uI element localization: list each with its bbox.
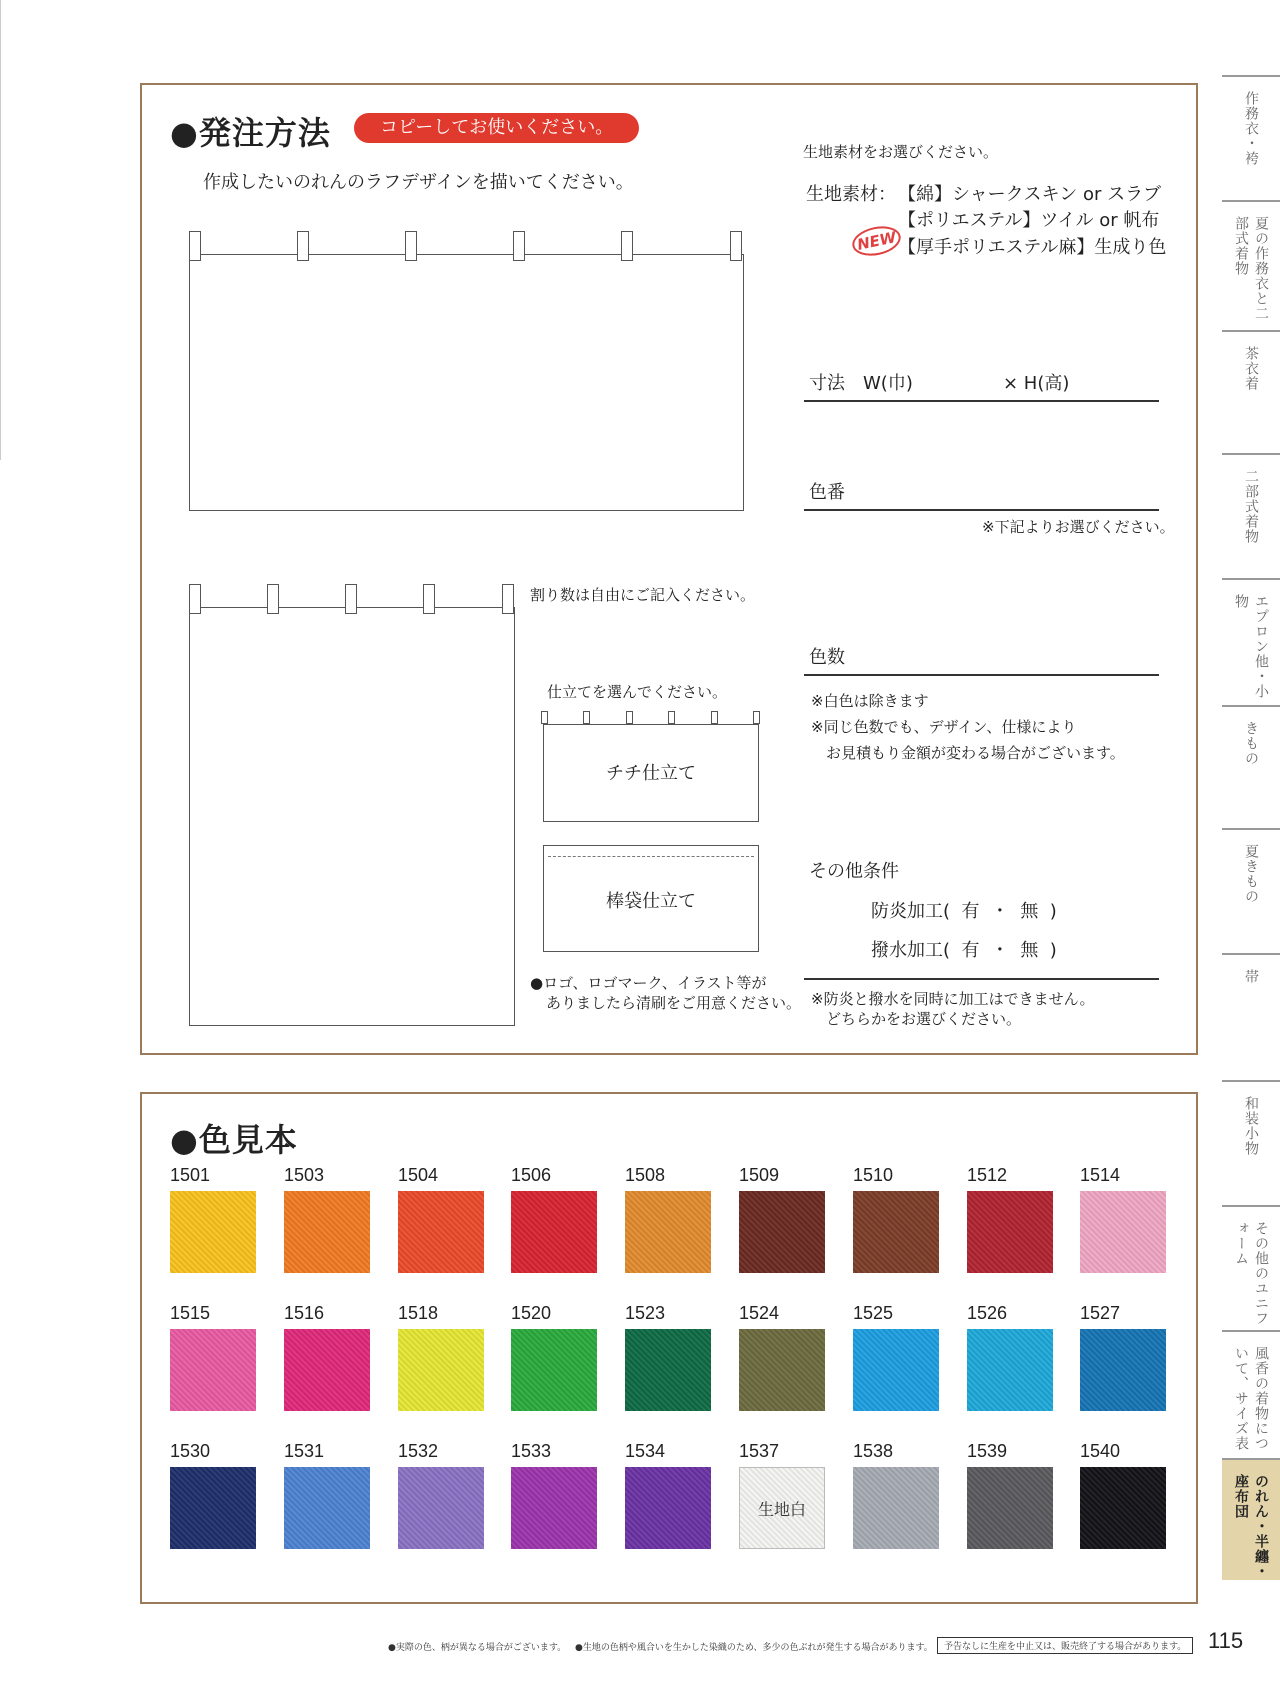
- side-index-label: エプロン他・小物: [1233, 594, 1269, 699]
- swatch-code: 1533: [511, 1441, 552, 1461]
- swatch-code: 1524: [739, 1303, 780, 1323]
- swatch-code: 1501: [170, 1165, 211, 1185]
- swatch-code: 1530: [170, 1441, 211, 1461]
- side-index-label: 風香の着物について、サイズ表: [1233, 1346, 1269, 1451]
- side-index-tab[interactable]: [1222, 578, 1280, 705]
- other-note1: ※防炎と撥水を同時に加工はできません。: [811, 990, 1095, 1008]
- color-swatch-1512: [967, 1191, 1053, 1273]
- swatch-code: 1503: [284, 1165, 325, 1185]
- color-swatch-1527: [1080, 1329, 1166, 1411]
- side-index-label: その他のユニフォーム: [1233, 1221, 1269, 1326]
- color-swatch-1532: [398, 1467, 484, 1549]
- logo-note-line1: ●ロゴ、ロゴマーク、イラスト等が: [530, 974, 767, 992]
- color-swatch-1525: [853, 1329, 939, 1411]
- side-index-left-rule: [0, 0, 1, 460]
- color-count-note3: お見積もり金額が変わる場合がございます。: [826, 744, 1125, 762]
- fabric-label: 生地素材：: [806, 184, 896, 205]
- fireproof-option[interactable]: 防炎加工( 有 ・ 無 ): [871, 901, 1057, 922]
- color-swatch-1538: [853, 1467, 939, 1549]
- color-swatch-1526: [967, 1329, 1053, 1411]
- swatch-code: 1540: [1080, 1441, 1121, 1461]
- draw-instruction: 作成したいのれんのラフデザインを描いてください。: [203, 172, 634, 193]
- color-swatch-1537: [739, 1467, 825, 1549]
- color-count-note2: ※同じ色数でも、デザイン、仕様により: [811, 718, 1077, 736]
- color-swatch-1508: [625, 1191, 711, 1273]
- color-swatch-1509: [739, 1191, 825, 1273]
- color-swatch-1518: [398, 1329, 484, 1411]
- color-swatch-1503: [284, 1191, 370, 1273]
- side-index-label: のれん・半纏・座布団: [1233, 1474, 1269, 1579]
- color-count-field[interactable]: [804, 674, 1159, 676]
- fabric-option-cotton[interactable]: 【綿】シャークスキン or スラブ: [898, 184, 1162, 205]
- side-index-tab[interactable]: [1222, 1458, 1280, 1580]
- swatch-code: 1508: [625, 1165, 666, 1185]
- color-swatch-1539: [967, 1467, 1053, 1549]
- swatch-code: 1509: [739, 1165, 780, 1185]
- side-index-tab[interactable]: [1222, 453, 1280, 578]
- other-conditions-label: その他条件: [809, 861, 899, 882]
- swatch-code: 1515: [170, 1303, 211, 1323]
- color-swatch-1531: [284, 1467, 370, 1549]
- side-index-tab[interactable]: [1222, 1080, 1280, 1205]
- color-swatch-1530: [170, 1467, 256, 1549]
- side-index-label: 和装小物: [1243, 1096, 1259, 1156]
- size-width: W(巾): [863, 373, 913, 394]
- side-index-label: 帯: [1243, 969, 1259, 984]
- color-swatch-1510: [853, 1191, 939, 1273]
- new-badge: NEW: [850, 222, 904, 260]
- swatch-code: 1512: [967, 1165, 1008, 1185]
- color-swatch-1534: [625, 1467, 711, 1549]
- page-number: 115: [1208, 1628, 1244, 1653]
- swatch-code: 1523: [625, 1303, 666, 1323]
- swatch-label: 生地白: [757, 1499, 806, 1519]
- color-swatch-1523: [625, 1329, 711, 1411]
- copy-badge: コピーしてお使いください。: [354, 113, 639, 143]
- logo-note-line2: ありましたら清刷をご用意ください。: [546, 994, 802, 1012]
- side-index-tab[interactable]: [1222, 1330, 1280, 1458]
- swatch-code: 1504: [398, 1165, 439, 1185]
- color-swatch-1516: [284, 1329, 370, 1411]
- order-title: ●発注方法: [170, 114, 331, 152]
- color-samples-title: ●色見本: [170, 1121, 298, 1159]
- swatch-code: 1518: [398, 1303, 439, 1323]
- color-swatch-1504: [398, 1191, 484, 1273]
- side-index-tab[interactable]: [1222, 1205, 1280, 1330]
- split-note: 割り数は自由にご記入ください。: [530, 586, 756, 604]
- color-swatch-1524: [739, 1329, 825, 1411]
- side-index-tab[interactable]: [1222, 200, 1280, 330]
- swatch-code: 1526: [967, 1303, 1008, 1323]
- side-index-tab[interactable]: [1222, 953, 1280, 1080]
- fabric-option-polyester[interactable]: 【ポリエステル】ツイル or 帆布: [898, 210, 1160, 231]
- color-swatch-1515: [170, 1329, 256, 1411]
- size-label: 寸法: [809, 373, 845, 394]
- swatch-code: 1516: [284, 1303, 325, 1323]
- bou-finish-label: 棒袋仕立て: [606, 891, 696, 912]
- color-number-field[interactable]: [804, 509, 1159, 511]
- swatch-code: 1532: [398, 1441, 439, 1461]
- color-swatch-1533: [511, 1467, 597, 1549]
- side-index-label: 作務衣・袴: [1243, 91, 1259, 166]
- swatch-code: 1537: [739, 1441, 780, 1461]
- swatch-code: 1527: [1080, 1303, 1121, 1323]
- swatch-code: 1539: [967, 1441, 1008, 1461]
- color-swatch-1501: [170, 1191, 256, 1273]
- size-height: × H(高): [1003, 373, 1070, 394]
- fabric-prompt: 生地素材をお選びください。: [803, 143, 999, 161]
- color-swatch-1506: [511, 1191, 597, 1273]
- color-count-note1: ※白色は除きます: [811, 692, 929, 710]
- side-index-tab[interactable]: [1222, 330, 1280, 453]
- color-number-note: ※下記よりお選びください。: [982, 518, 1175, 536]
- color-number-label: 色番: [809, 482, 845, 503]
- side-index-tab[interactable]: [1222, 705, 1280, 828]
- color-swatch-1514: [1080, 1191, 1166, 1273]
- swatch-code: 1514: [1080, 1165, 1121, 1185]
- side-index-label: きもの: [1243, 721, 1259, 766]
- side-index-label: 二部式着物: [1243, 469, 1259, 544]
- color-count-label: 色数: [809, 647, 845, 668]
- side-index-label: 茶衣着: [1243, 346, 1259, 391]
- swatch-code: 1538: [853, 1441, 894, 1461]
- chichi-finish-label: チチ仕立て: [606, 763, 696, 784]
- size-field[interactable]: [804, 400, 1159, 402]
- side-index-label: 夏きもの: [1243, 844, 1259, 904]
- waterproof-option[interactable]: 撥水加工( 有 ・ 無 ): [871, 940, 1057, 961]
- other-note2: どちらかをお選びください。: [826, 1010, 1022, 1028]
- footer-note3: 予告なしに生産を中止又は、販売終了する場合があります。: [937, 1637, 1193, 1654]
- swatch-code: 1510: [853, 1165, 894, 1185]
- finish-prompt: 仕立てを選んでください。: [547, 683, 728, 701]
- color-swatch-1520: [511, 1329, 597, 1411]
- swatch-code: 1525: [853, 1303, 894, 1323]
- side-index-label: 夏の作務衣と二部式着物: [1233, 216, 1269, 321]
- swatch-code: 1534: [625, 1441, 666, 1461]
- other-conditions-divider: [804, 978, 1159, 980]
- swatch-code: 1520: [511, 1303, 552, 1323]
- swatch-code: 1531: [284, 1441, 325, 1461]
- side-index-tab[interactable]: [1222, 828, 1280, 953]
- swatch-code: 1506: [511, 1165, 552, 1185]
- side-index-tab[interactable]: [1222, 75, 1280, 200]
- color-swatch-1540: [1080, 1467, 1166, 1549]
- fabric-option-heavy-linen[interactable]: 【厚手ポリエステル麻】生成り色: [898, 237, 1167, 258]
- footer-note2: ●生地の色柄や風合いを生かした染織のため、多少の色ぶれが発生する場合があります。: [575, 1643, 933, 1653]
- footer-note1: ●実際の色、柄が異なる場合がございます。: [388, 1643, 567, 1653]
